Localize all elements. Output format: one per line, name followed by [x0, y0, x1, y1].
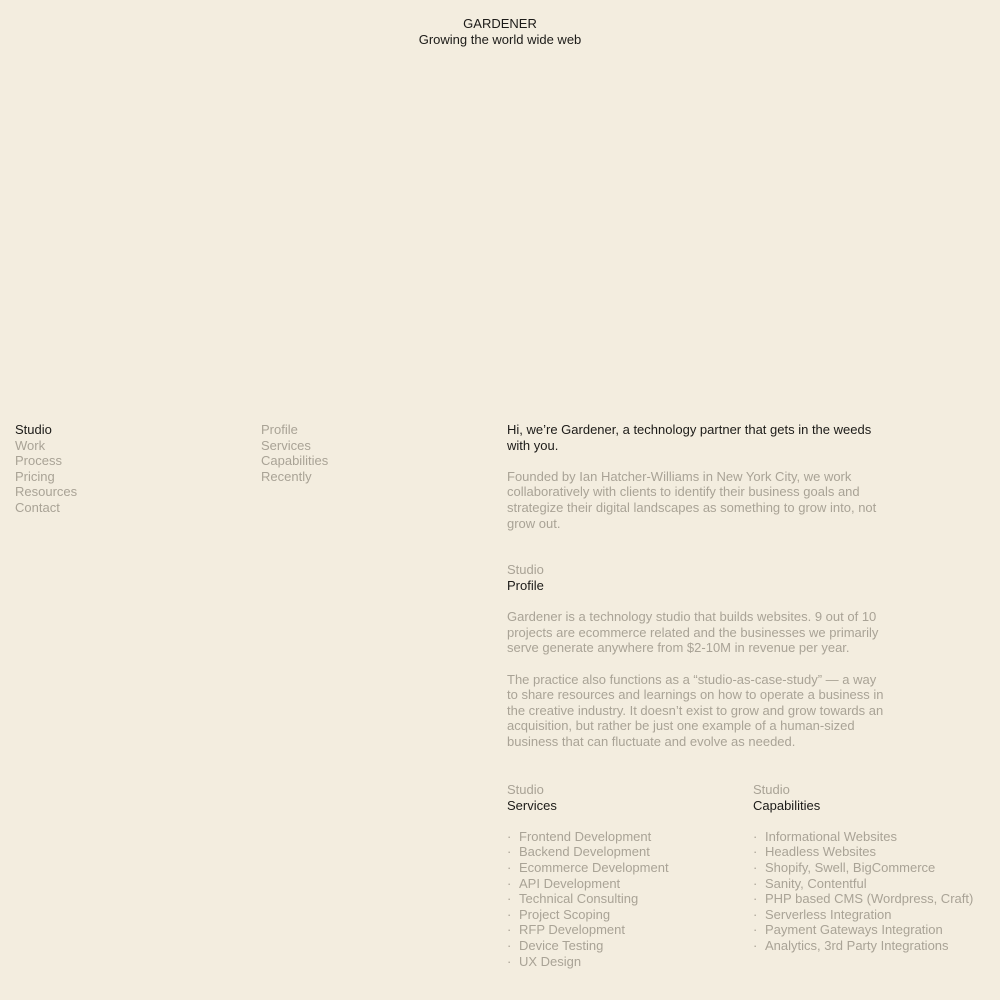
intro-lead: Hi, we’re Gardener, a technology partner that gets in the weeds with you. [507, 422, 872, 453]
bullet-icon: · [753, 875, 758, 891]
intro-body: Founded by Ian Hatcher-Williams in New York City, we work collaboratively with clients to identify their business goals and strategize their digital landscapes as something to grow into, not grow out. [507, 468, 877, 531]
bullet-icon: · [507, 891, 512, 907]
profile-heading: Profile [507, 577, 544, 593]
bullet-icon: · [507, 875, 512, 891]
bullet-icon: · [753, 922, 758, 938]
list-item: · Device Testing [507, 937, 604, 953]
nav-item-pricing[interactable]: Pricing [15, 468, 55, 484]
list-item: · Informational Websites [753, 828, 897, 844]
subnav-item-services[interactable]: Services [261, 437, 311, 453]
capabilities-heading: Capabilities [753, 797, 821, 813]
site-title[interactable]: GARDENER [463, 16, 537, 31]
services-section [507, 782, 737, 969]
list-item: · Payment Gateways Integration [753, 922, 943, 938]
capabilities-list [753, 829, 993, 954]
nav-item-contact[interactable]: Contact [15, 499, 60, 515]
subnav-item-capabilities[interactable]: Capabilities [261, 453, 329, 469]
services-eyebrow: Studio [507, 782, 544, 797]
nav-item-resources[interactable]: Resources [15, 484, 78, 500]
main-nav [15, 422, 77, 516]
services-list [507, 829, 737, 969]
bullet-icon: · [753, 844, 758, 860]
nav-item-work[interactable]: Work [15, 437, 46, 453]
bullet-icon: · [753, 891, 758, 907]
bullet-icon: · [507, 844, 512, 860]
list-item: · API Development [507, 875, 621, 891]
profile-paragraph-2: The practice also functions as a “studio-as-case-study” — a way to share resources and learnings on how to operate a business in the creative industry. It doesn’t exist to grow and grow towards an acquisition, but rather be just one example of a human-sized business that can fluctuate and evolve as needed. [507, 671, 884, 749]
list-item: · RFP Development [507, 922, 625, 938]
bullet-icon: · [753, 859, 758, 875]
main-content [507, 422, 887, 749]
list-item: · Technical Consulting [507, 891, 639, 907]
nav-item-studio[interactable]: Studio [15, 422, 52, 437]
site-tagline: Growing the world wide web [418, 31, 582, 47]
list-item: · Shopify, Swell, BigCommerce [753, 859, 936, 875]
subnav-item-recently[interactable]: Recently [261, 468, 312, 484]
bullet-icon: · [507, 859, 512, 875]
bullet-icon: · [507, 922, 512, 938]
bullet-icon: · [753, 937, 758, 953]
services-heading: Services [507, 797, 557, 813]
bullet-icon: · [507, 937, 512, 953]
list-item: · Frontend Development [507, 828, 652, 844]
list-item: · UX Design [507, 953, 582, 969]
list-item: · Headless Websites [753, 844, 877, 860]
list-item: · Serverless Integration [753, 906, 892, 922]
profile-paragraph-1: Gardener is a technology studio that builds websites. 9 out of 10 projects are ecommerce related and the businesses we primarily serve generate anywhere from $2-10M in revenue per year. [507, 609, 879, 656]
bullet-icon: · [753, 906, 758, 922]
subnav-item-profile[interactable]: Profile [261, 422, 298, 437]
list-item: · Analytics, 3rd Party Integrations [753, 937, 949, 953]
list-item: · PHP based CMS (Wordpress, Craft) [753, 891, 974, 907]
bullet-icon: · [507, 828, 512, 844]
section-nav [261, 422, 328, 484]
bullet-icon: · [753, 828, 758, 844]
list-item: · Ecommerce Development [507, 859, 669, 875]
list-item: · Project Scoping [507, 906, 611, 922]
nav-item-process[interactable]: Process [15, 453, 62, 469]
list-item: · Backend Development [507, 844, 650, 860]
bullet-icon: · [507, 906, 512, 922]
capabilities-eyebrow: Studio [753, 782, 790, 797]
capabilities-section [753, 782, 993, 954]
bullet-icon: · [507, 953, 512, 969]
profile-eyebrow: Studio [507, 562, 544, 578]
list-item: · Sanity, Contentful [753, 875, 867, 891]
site-header [0, 16, 1000, 47]
